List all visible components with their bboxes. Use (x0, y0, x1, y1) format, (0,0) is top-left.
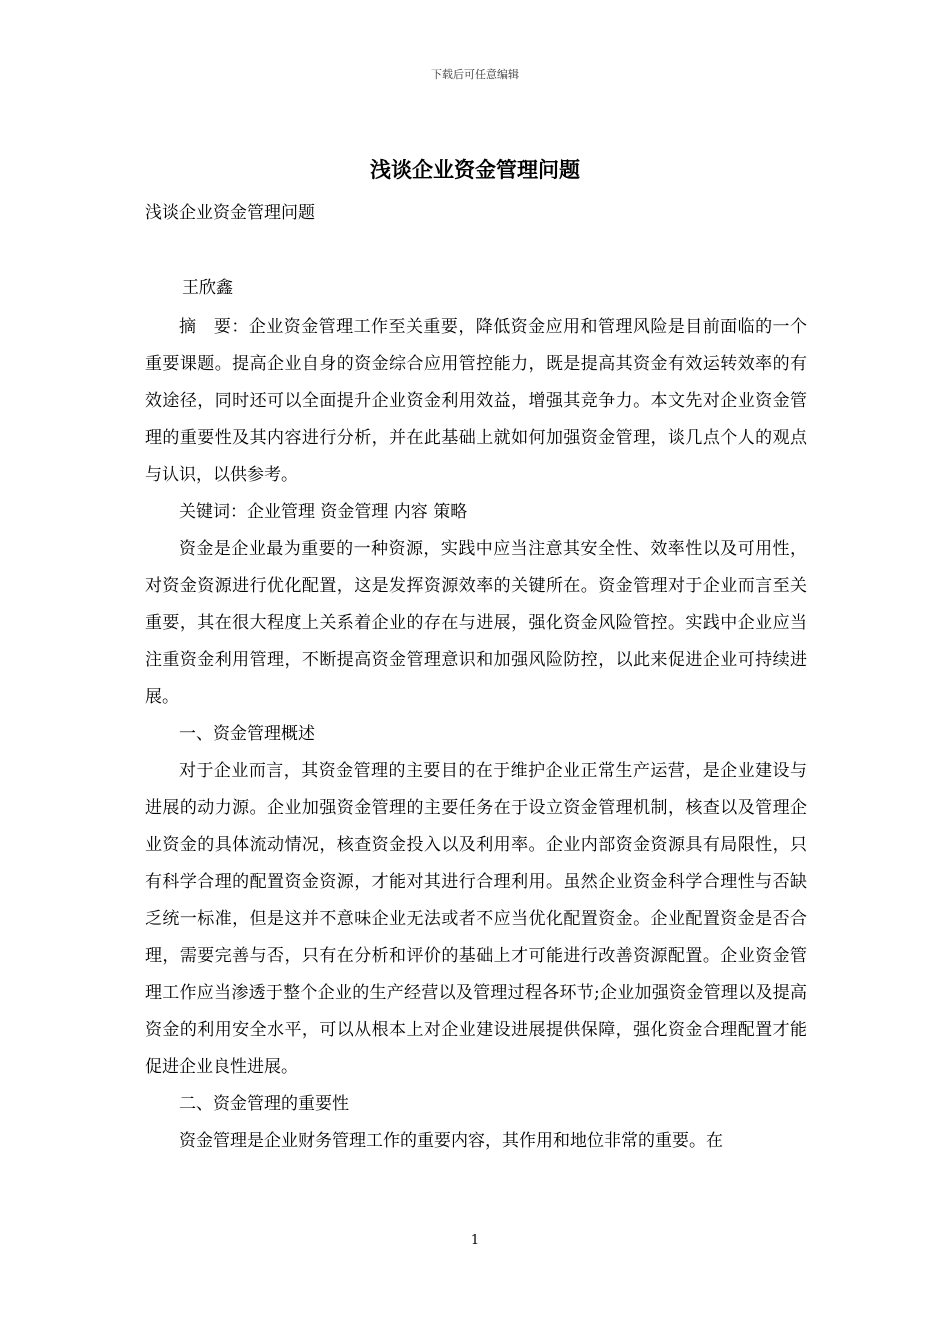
document-title: 浅谈企业资金管理问题 (370, 157, 580, 182)
section-heading: 一、资金管理概述 (179, 724, 315, 744)
document-subtitle: 浅谈企业资金管理问题 (145, 203, 315, 223)
section-paragraph: 对于企业而言，其资金管理的主要目的在于维护企业正常生产运营，是企业建设与进展的动力源。企业加强资金管理的主要任务在于设立资金管理机制，核查以及管理企业资金的具体流动情况，核查资金投入以及利用率。企业内部资金资源具有局限性，只有科学合理的配置资金资源，才能对其进行合理利用。虽然企业资金科学合理性与否缺乏统一标准，但是这并不意味企业无法或者不应当优化配置资金。企业配置资金是否合理，需要完善与否，只有在分析和评价的基础上才可能进行改善资源配置。企业资金管理工作应当渗透于整个企业的生产经营以及管理过程各环节;企业加强资金管理以及提高资金的利用安全水平，可以从根本上对企业建设进展提供保障，强化资金合理配置才能促进企业良性进展。 (145, 761, 807, 1077)
keywords-paragraph: 关键词：企业管理 资金管理 内容 策略 (179, 502, 468, 522)
intro-paragraph: 资金是企业最为重要的一种资源，实践中应当注意其安全性、效率性以及可用性，对资金资源进行优化配置，这是发挥资源效率的关键所在。资金管理对于企业而言至关重要，其在很大程度上关系着企业的存在与进展，强化资金风险管控。实践中企业应当注重资金利用管理，不断提高资金管理意识和加强风险防控，以此来促进企业可持续进展。 (145, 539, 807, 707)
document-body (145, 309, 807, 1160)
header-note: 下载后可任意编辑 (431, 68, 519, 81)
section-heading: 二、资金管理的重要性 (179, 1094, 349, 1114)
page-number: 1 (470, 1233, 480, 1248)
author-name: 王欣鑫 (182, 278, 233, 298)
abstract-paragraph: 摘 要：企业资金管理工作至关重要，降低资金应用和管理风险是目前面临的一个重要课题。提高企业自身的资金综合应用管控能力，既是提高其资金有效运转效率的有效途径，同时还可以全面提升企业资金利用效益，增强其竞争力。本文先对企业资金管理的重要性及其内容进行分析，并在此基础上就如何加强资金管理，谈几点个人的观点与认识，以供参考。 (145, 317, 807, 485)
section-paragraph: 资金管理是企业财务管理工作的重要内容，其作用和地位非常的重要。在 (179, 1131, 723, 1151)
